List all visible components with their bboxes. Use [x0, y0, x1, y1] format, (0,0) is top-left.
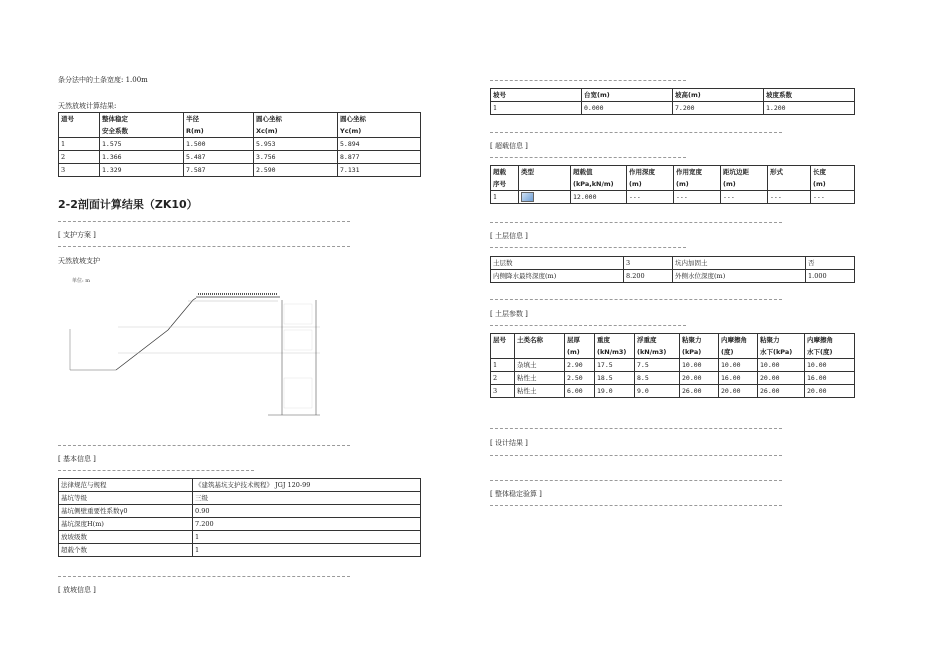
soil-params-table — [490, 333, 855, 398]
table-cell: 10.00 — [805, 359, 855, 372]
table-cell: 5.894 — [338, 138, 421, 151]
table-header-row — [491, 178, 855, 191]
table-cell: 7.131 — [338, 164, 421, 177]
design-result-label: [ 设计结果 ] — [490, 439, 528, 447]
strip-width-text: 条分法中的土条宽度: 1.00m — [58, 76, 148, 84]
table-cell — [519, 191, 571, 204]
table-header-cell: 道号 — [59, 113, 100, 126]
table-header-cell: 坡号 — [491, 89, 582, 102]
table-cell: 5.953 — [254, 138, 338, 151]
table-cell: 基坑等级 — [59, 492, 193, 505]
section-heading: 2-2剖面计算结果（ZK10） — [58, 198, 198, 211]
table-row — [491, 359, 855, 372]
table-row — [59, 531, 421, 544]
table-header-cell: 重度 — [595, 334, 635, 347]
table-cell: 否 — [806, 257, 855, 270]
table-cell: 放坡级数 — [59, 531, 193, 544]
divider — [490, 480, 782, 481]
table-cell: 1.366 — [100, 151, 184, 164]
table-header-cell: (kPa,kN/m) — [571, 178, 627, 191]
diagram-unit-label: 单位: m — [72, 278, 91, 284]
table-header-cell: R(m) — [184, 125, 254, 138]
table-cell: 10.00 — [719, 359, 758, 372]
table-header-cell: (m) — [811, 178, 855, 191]
table-cell: --- — [768, 191, 811, 204]
natural-slope-title: 天然放坡计算结果: — [58, 102, 117, 110]
divider — [490, 222, 782, 223]
table-cell: 12.000 — [571, 191, 627, 204]
table-cell: 7.200 — [193, 518, 421, 531]
table-cell: 16.00 — [805, 372, 855, 385]
table-cell: 5.487 — [184, 151, 254, 164]
table-cell: 20.00 — [719, 385, 758, 398]
table-header-cell: (m) — [565, 346, 595, 359]
divider — [490, 247, 686, 248]
table-header-cell: 作用宽度 — [674, 166, 721, 179]
table-header-cell: (m) — [627, 178, 674, 191]
divider — [490, 299, 782, 300]
table-header-cell: 类型 — [519, 166, 571, 179]
slope-info-label: [ 放坡信息 ] — [58, 586, 96, 594]
table-cell: 超载个数 — [59, 544, 193, 557]
divider — [58, 221, 350, 222]
table-cell: 1 — [491, 191, 519, 204]
table-cell: 1.000 — [806, 270, 855, 283]
table-header-cell: (m) — [674, 178, 721, 191]
table-header-cell: Xc(m) — [254, 125, 338, 138]
table-header-cell: (kN/m3) — [595, 346, 635, 359]
table-cell: 2 — [59, 151, 100, 164]
support-type-text: 天然放坡支护 — [58, 257, 100, 265]
table-cell: 2.90 — [565, 359, 595, 372]
table-header-cell: 粘聚力 — [680, 334, 719, 347]
table-header-cell: (kN/m3) — [635, 346, 680, 359]
table-header-cell: 整体稳定 — [100, 113, 184, 126]
table-header-row — [59, 125, 421, 138]
soil-info-table — [490, 256, 855, 283]
table-row — [491, 191, 855, 204]
table-cell: 1 — [491, 102, 582, 115]
table-cell: 基坑侧壁重要性系数γ0 — [59, 505, 193, 518]
table-header-cell: 长度 — [811, 166, 855, 179]
divider — [490, 455, 782, 456]
support-scheme-label: [ 支护方案 ] — [58, 231, 96, 239]
divider — [58, 576, 350, 577]
soil-params-label: [ 土层参数 ] — [490, 310, 528, 318]
surcharge-info-label: [ 超载信息 ] — [490, 142, 528, 150]
divider — [490, 132, 782, 133]
table-cell: 3 — [59, 164, 100, 177]
table-cell: 7.5 — [635, 359, 680, 372]
divider — [58, 470, 254, 471]
table-row — [491, 257, 855, 270]
table-cell: 坑内加固土 — [673, 257, 806, 270]
basic-info-label: [ 基本信息 ] — [58, 455, 96, 463]
table-header-cell: (度) — [719, 346, 758, 359]
table-cell: 0.90 — [193, 505, 421, 518]
table-header-row — [491, 346, 855, 359]
table-header-cell: 坡度系数 — [764, 89, 855, 102]
table-cell: 7.200 — [673, 102, 764, 115]
table-header-cell: 土类名称 — [515, 334, 565, 347]
table-cell: 粘性土 — [515, 385, 565, 398]
table-header-cell: (kPa) — [680, 346, 719, 359]
table-row — [59, 544, 421, 557]
table-cell: 1.500 — [184, 138, 254, 151]
table-cell: --- — [721, 191, 768, 204]
table-cell: 3 — [491, 385, 515, 398]
divider — [490, 80, 686, 81]
table-cell: 10.00 — [758, 359, 805, 372]
table-cell: 三级 — [193, 492, 421, 505]
divider — [58, 246, 350, 247]
table-row — [59, 138, 421, 151]
table-cell: 8.877 — [338, 151, 421, 164]
table-header-cell: 安全系数 — [100, 125, 184, 138]
table-cell: 1.575 — [100, 138, 184, 151]
divider — [490, 428, 782, 429]
table-header-cell: 浮重度 — [635, 334, 680, 347]
table-header-cell: (m) — [721, 178, 768, 191]
table-header-cell: 距坑边距 — [721, 166, 768, 179]
table-cell: --- — [674, 191, 721, 204]
table-cell: 20.00 — [758, 372, 805, 385]
table-cell: 3 — [624, 257, 673, 270]
table-cell: 1.200 — [764, 102, 855, 115]
table-cell: 1 — [491, 359, 515, 372]
table-header-cell: 序号 — [491, 178, 519, 191]
table-cell: 18.5 — [595, 372, 635, 385]
divider — [490, 505, 782, 506]
table-header-cell — [491, 346, 515, 359]
table-row — [59, 479, 421, 492]
table-cell: 0.000 — [582, 102, 673, 115]
table-header-cell — [515, 346, 565, 359]
table-cell: 26.00 — [680, 385, 719, 398]
table-cell: 2.50 — [565, 372, 595, 385]
table-row — [59, 492, 421, 505]
layer-legend — [284, 378, 312, 408]
table-header-cell: 粘聚力 — [758, 334, 805, 347]
divider — [490, 157, 686, 158]
table-header-cell: 内摩擦角 — [805, 334, 855, 347]
table-cell: 9.0 — [635, 385, 680, 398]
table-header-cell: 水下(kPa) — [758, 346, 805, 359]
table-header-cell — [519, 178, 571, 191]
table-header-cell: 超载 — [491, 166, 519, 179]
divider — [58, 445, 350, 446]
table-cell: 1.329 — [100, 164, 184, 177]
table-cell: 内侧降水最终深度(m) — [491, 270, 624, 283]
table-header-cell: 圆心坐标 — [338, 113, 421, 126]
slope-line — [116, 298, 196, 370]
table-cell: 10.00 — [680, 359, 719, 372]
table-cell: 《建筑基坑支护技术规程》 JGJ 120-99 — [193, 479, 421, 492]
table-cell: 1 — [59, 138, 100, 151]
table-row — [59, 505, 421, 518]
table-row — [491, 385, 855, 398]
table-row — [59, 151, 421, 164]
table-cell: 2 — [491, 372, 515, 385]
table-header-cell: 层厚 — [565, 334, 595, 347]
basic-info-table — [58, 478, 421, 557]
table-header-cell: 坡高(m) — [673, 89, 764, 102]
table-header-cell: 内摩擦角 — [719, 334, 758, 347]
slope-result-table — [58, 112, 421, 177]
surcharge-table — [490, 165, 855, 204]
table-cell: 16.00 — [719, 372, 758, 385]
table-row — [491, 372, 855, 385]
table-row — [59, 164, 421, 177]
table-header-cell: 水下(度) — [805, 346, 855, 359]
table-cell: 2.590 — [254, 164, 338, 177]
table-cell: 7.587 — [184, 164, 254, 177]
table-cell: --- — [811, 191, 855, 204]
table-header-cell: 作用深度 — [627, 166, 674, 179]
table-row — [59, 518, 421, 531]
table-header-cell — [59, 125, 100, 138]
layer-legend — [284, 304, 312, 324]
section-diagram — [58, 270, 338, 420]
table-header-cell: 超载值 — [571, 166, 627, 179]
table-header-cell: 圆心坐标 — [254, 113, 338, 126]
table-cell: 法律规范与规程 — [59, 479, 193, 492]
table-row — [491, 102, 855, 115]
table-cell: 19.0 — [595, 385, 635, 398]
table-header-row — [491, 166, 855, 179]
table-header-cell: 形式 — [768, 166, 811, 179]
table-cell: 1 — [193, 531, 421, 544]
divider — [490, 325, 686, 326]
table-cell: 外侧水位深度(m) — [673, 270, 806, 283]
table-cell: 3.756 — [254, 151, 338, 164]
table-header-cell: Yc(m) — [338, 125, 421, 138]
table-cell: 8.200 — [624, 270, 673, 283]
surcharge-type-icon — [521, 192, 534, 202]
table-header-cell — [768, 178, 811, 191]
table-cell: 基坑深度H(m) — [59, 518, 193, 531]
table-header-row — [59, 113, 421, 126]
layer-legend — [284, 330, 312, 350]
table-cell: 17.5 — [595, 359, 635, 372]
table-cell: 20.00 — [805, 385, 855, 398]
table-cell: 杂填土 — [515, 359, 565, 372]
table-header-cell: 台宽(m) — [582, 89, 673, 102]
table-cell: 20.00 — [680, 372, 719, 385]
table-cell: --- — [627, 191, 674, 204]
table-header-cell: 层号 — [491, 334, 515, 347]
table-cell: 1 — [193, 544, 421, 557]
table-cell: 8.5 — [635, 372, 680, 385]
grade-table — [490, 88, 855, 115]
table-header-cell: 半径 — [184, 113, 254, 126]
table-row — [491, 270, 855, 283]
table-cell: 6.00 — [565, 385, 595, 398]
soil-info-label: [ 土层信息 ] — [490, 232, 528, 240]
overall-stability-label: [ 整体稳定验算 ] — [490, 490, 542, 498]
table-header-row — [491, 334, 855, 347]
table-cell: 土层数 — [491, 257, 624, 270]
table-header-row — [491, 89, 855, 102]
table-cell: 粘性土 — [515, 372, 565, 385]
table-cell: 26.00 — [758, 385, 805, 398]
